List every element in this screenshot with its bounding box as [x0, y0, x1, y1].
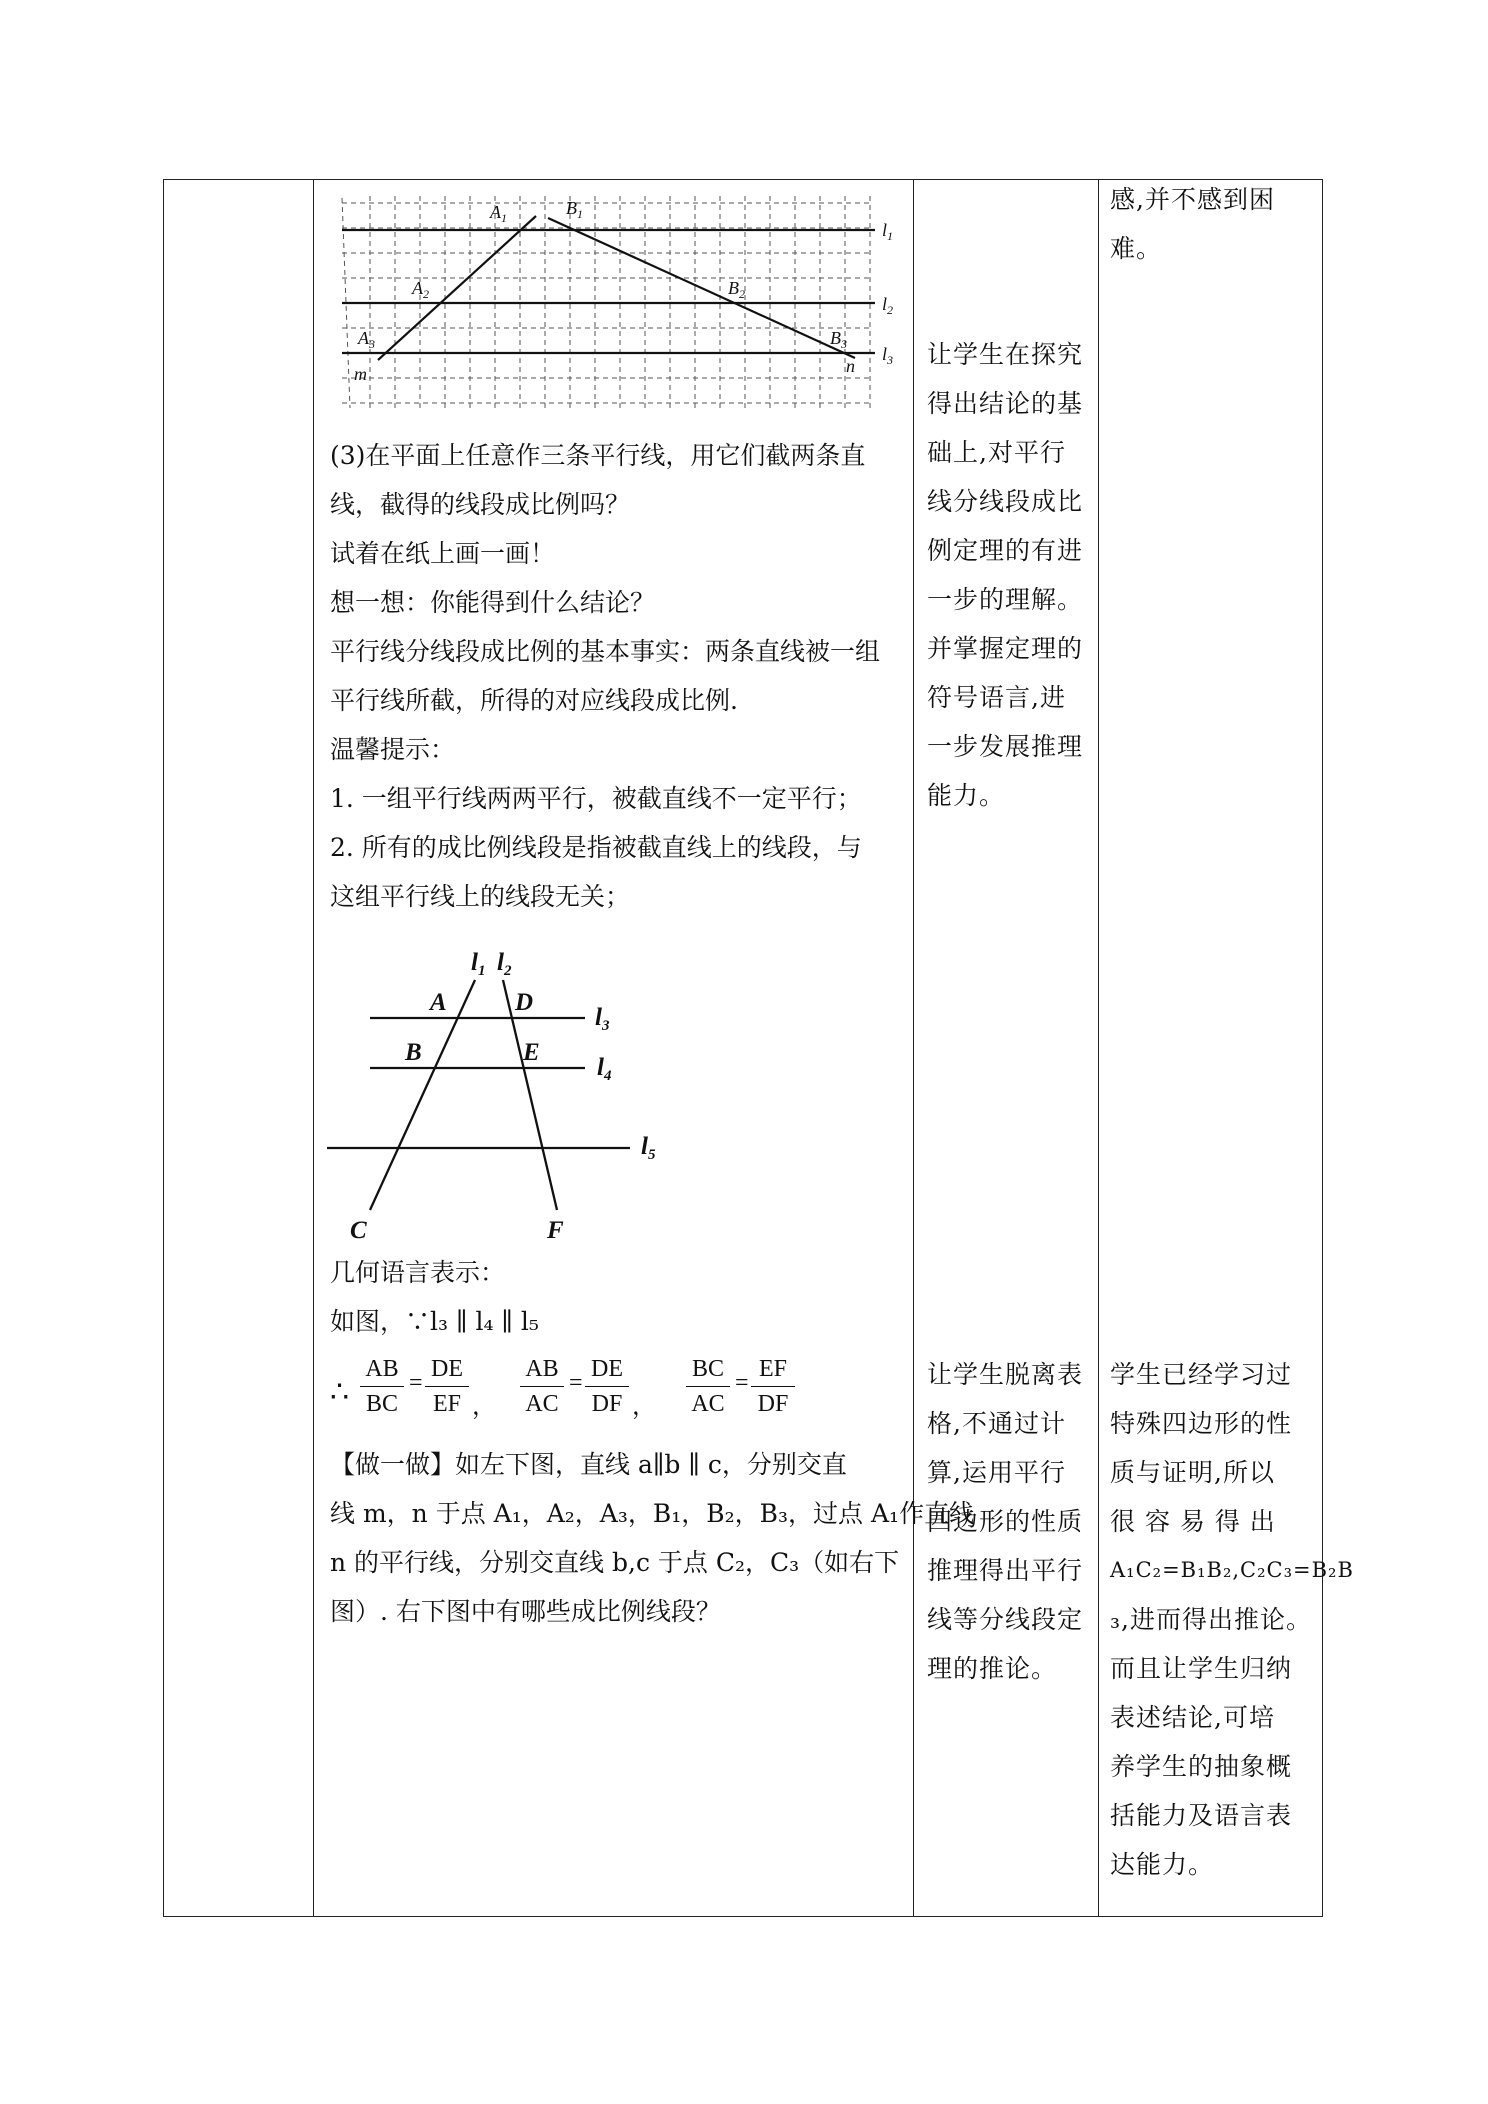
fig1-label-b2: $B_2$ [728, 278, 745, 301]
numerator: AB [525, 1356, 559, 1382]
fig1-label-b1: $B_1$ [566, 198, 583, 221]
text-line: 特殊四边形的性 [1110, 1409, 1293, 1438]
try-it-line-4: 图）. 右下图中有哪些成比例线段？ [330, 1597, 721, 1626]
fraction-de-ef [425, 1354, 469, 1419]
numerator: DE [591, 1356, 623, 1382]
text-line: 并掌握定理的 [927, 634, 1084, 663]
try-it-line-1: 【做一做】如左下图，直线 a∥b ∥ c，分别交直 [330, 1450, 847, 1479]
text-line: 例定理的有进 [927, 536, 1084, 565]
text-line: 理的推论。 [927, 1654, 1058, 1683]
basic-fact-line-1: 平行线分线段成比例的基本事实：两条直线被一组 [330, 637, 881, 666]
denominator: DF [591, 1391, 623, 1417]
fig1-label-a2: $A_2$ [412, 278, 429, 301]
text-line: 符号语言,进 [927, 683, 1066, 712]
denominator: AC [525, 1391, 559, 1417]
fig1-label-b3: $B_3$ [830, 328, 847, 351]
fig1-label-a3: $A_3$ [358, 328, 375, 351]
text-line: 让学生脱离表 [927, 1360, 1084, 1389]
design-intent-block-1 [927, 330, 1087, 820]
text-line: 础上,对平行 [927, 438, 1066, 467]
numerator: BC [691, 1356, 724, 1382]
text-line: 能力。 [927, 781, 1006, 810]
column-divider-3 [1098, 179, 1099, 1917]
fraction-ef-df [751, 1354, 795, 1419]
therefore-symbol: ∴ [330, 1376, 350, 1409]
text-line: 学生已经学习过 [1110, 1360, 1293, 1389]
text-line: 难。 [1110, 234, 1163, 263]
numerator: DE [431, 1356, 463, 1382]
fig1-label-m: m [354, 364, 367, 384]
fig2-label-e: E [523, 1039, 540, 1066]
fraction-ab-ac [520, 1354, 564, 1419]
basic-fact-line-2: 平行线所截，所得的对应线段成比例. [330, 686, 738, 715]
text-line: ₃,进而得出推论。 [1110, 1605, 1312, 1634]
denominator: EF [432, 1391, 461, 1417]
try-it-line-3: n 的平行线，分别交直线 b,c 于点 C₂，C₃（如右下 [330, 1548, 900, 1577]
text-line: 括能力及语言表 [1110, 1801, 1293, 1830]
numerator: AB [365, 1356, 399, 1382]
fraction-ab-bc [360, 1354, 404, 1419]
text-line: 四边形的性质 [927, 1507, 1084, 1536]
fig1-label-n: n [846, 356, 855, 376]
separator: ， [632, 1394, 656, 1420]
text-line: A₁C₂=B₁B₂,C₂C₃=B₂B [1110, 1558, 1354, 1582]
fig1-label-l3: $l_3$ [882, 344, 894, 367]
student-analysis-block-2 [1110, 1350, 1354, 1889]
equals-sign: = [409, 1370, 423, 1396]
denominator: BC [365, 1391, 398, 1417]
fig2-label-l2: $l_2$ [497, 949, 512, 979]
text-line: 线分线段成比 [927, 487, 1084, 516]
separator: ， [472, 1394, 496, 1420]
geometry-condition: 如图，∵l₃ ∥ l₄ ∥ l₅ [330, 1307, 539, 1336]
text-line: 线等分线段定 [927, 1605, 1084, 1634]
denominator: AC [691, 1391, 725, 1417]
geometry-language-title: 几何语言表示： [330, 1258, 506, 1287]
try-it-line-2: 线 m，n 于点 A₁，A₂，A₃，B₁，B₂，B₃，过点 A₁作直线 [330, 1499, 975, 1528]
fig2-label-l1: $l_1$ [471, 949, 486, 979]
grid-parallel-lines-figure [330, 188, 910, 418]
fraction-bc-ac [686, 1354, 730, 1419]
text-line: 得出结论的基 [927, 389, 1084, 418]
tip-title: 温馨提示： [330, 735, 456, 764]
column-divider-2 [913, 179, 914, 1917]
design-intent-block-2 [927, 1350, 1087, 1693]
text-line: 一步的理解。 [927, 585, 1084, 614]
text-line: 算,运用平行 [927, 1458, 1066, 1487]
draw-prompt: 试着在纸上画一画！ [330, 539, 556, 568]
fig1-label-l1: $l_1$ [882, 220, 894, 243]
text-line: 推理得出平行 [927, 1556, 1084, 1585]
fig2-label-l5: $l_5$ [641, 1133, 656, 1163]
think-prompt: 想一想：你能得到什么结论？ [330, 588, 656, 617]
text-line: 达能力。 [1110, 1850, 1215, 1879]
tip-2-line-1: 2. 所有的成比例线段是指被截直线上的线段，与 [330, 833, 862, 862]
text-line: 格,不通过计 [927, 1409, 1066, 1438]
question-line-2: 线，截得的线段成比例吗？ [330, 490, 631, 519]
fig2-label-f: F [547, 1217, 564, 1244]
fraction-de-df [585, 1354, 629, 1419]
tip-1: 1. 一组平行线两两平行，被截直线不一定平行； [330, 784, 862, 813]
text-line: 养学生的抽象概 [1110, 1752, 1293, 1781]
text-line: 质与证明,所以 [1110, 1458, 1275, 1487]
text-line: 让学生在探究 [927, 340, 1084, 369]
tip-2-line-2: 这组平行线上的线段无关； [330, 882, 631, 911]
equals-sign: = [735, 1370, 749, 1396]
text-line: 很 容 易 得 出 [1110, 1507, 1276, 1536]
text-line: 而且让学生归纳 [1110, 1654, 1293, 1683]
fig1-label-l2: $l_2$ [882, 294, 894, 317]
fig1-label-a1: $A_1$ [490, 202, 507, 225]
text-line: 表述结论,可培 [1110, 1703, 1275, 1732]
text-line: 感,并不感到困 [1110, 185, 1275, 214]
question-line-1: (3)在平面上任意作三条平行线，用它们截两条直 [330, 441, 866, 470]
fig2-label-l3: $l_3$ [595, 1004, 610, 1034]
parallel-lines-figure [325, 940, 685, 1255]
fig2-label-l4: $l_4$ [597, 1054, 612, 1084]
numerator: EF [758, 1356, 787, 1382]
column-divider-1 [313, 179, 314, 1917]
text-line: 一步发展推理 [927, 732, 1084, 761]
student-analysis-block-1 [1110, 175, 1315, 273]
fig2-label-c: C [350, 1217, 367, 1244]
fig2-label-b: B [405, 1039, 422, 1066]
equals-sign: = [569, 1370, 583, 1396]
fig2-label-a: A [430, 989, 447, 1016]
fig2-label-d: D [515, 989, 534, 1016]
denominator: DF [757, 1391, 789, 1417]
